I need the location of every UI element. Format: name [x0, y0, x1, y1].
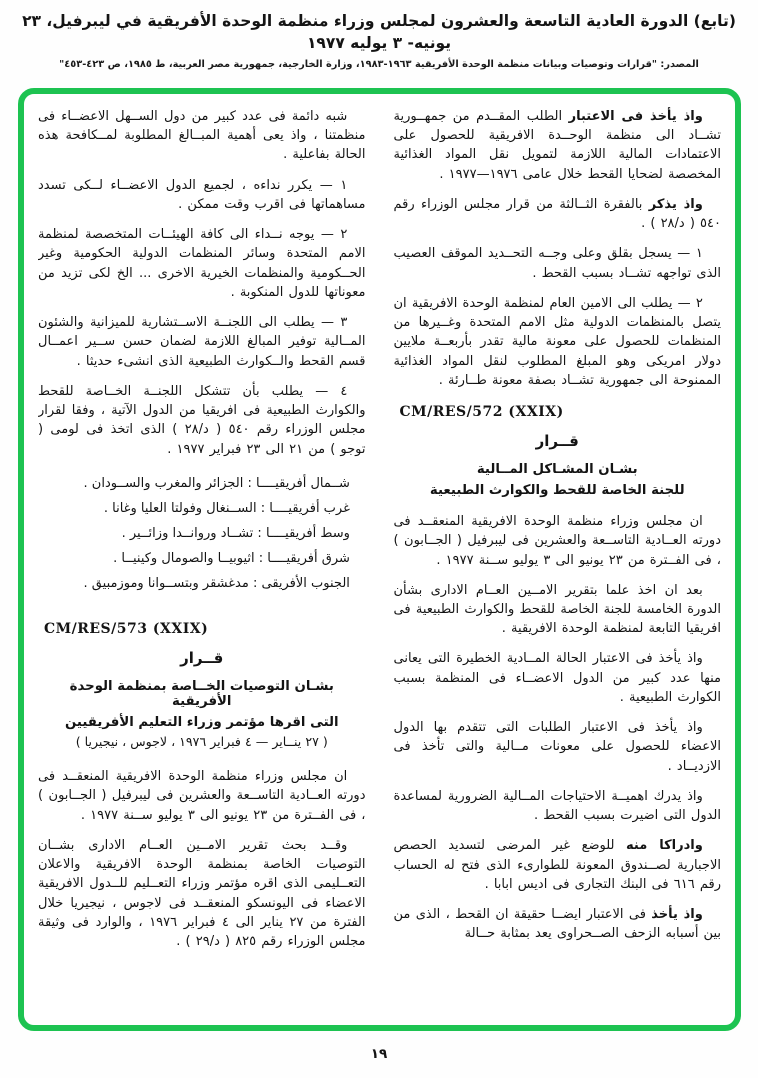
region-line: شــمال أفريقيــــا : الجزائر والمغرب والســودان . [83, 475, 350, 491]
resolution-heading: قــرار [180, 649, 224, 668]
paragraph-text: بالفقرة الثــالثة من قرار مجلس الوزراء رقم ٥٤٠ ( د/٢٨ ) . [393, 196, 721, 232]
resolution-subject: بشـان التوصيات الخــاصة بمنظمة الوحدة الأفريقية [69, 679, 334, 710]
numbered-clause: ١ — يكرر نداءه ، لجميع الدول الاعضــاء لــكى تسدد مساهماتها فى اقرب وقت ممكن . [38, 177, 366, 212]
session-title: (تابع) الدورة العادية التاسعة والعشرون لمجلس وزراء منظمة الوحدة الأفريقية في ليبرفيل، ٢٣ يونيه- ٣ يوليه ١٩٧٧ [22, 12, 736, 53]
resolution-number: CM/RES/572 (XXIX) [399, 404, 564, 421]
resolution-paragraph: بعد ان اخذ علما بتقرير الامــين العــام الادارى بشأن الدورة الخامسة للجنة الخاصة للقحط والكوارث الطبيعية فى افريقيا التابعة لمنظمة الوحدة الافريقية . [393, 582, 721, 637]
content-frame [18, 88, 741, 1031]
resolution-paragraph: واذ يأخذ فى الاعتبار الحالة المــادية الخطيرة التى يعانى منها عدد كبير من الدول الاعضــاء فى المنظمة بسبب الكوارث الطبيعية . [393, 651, 721, 705]
page-header [0, 0, 758, 70]
resolution-paragraph: واذ يأخذ فى الاعتبار الطلبات التى تتقدم بها الدول الاعضاء للحصول على معونات مــالية والتى تأخذ فى الازديــاد . [393, 720, 721, 774]
resolution-date-place: ( ٢٧ ينــاير — ٤ فبراير ١٩٧٦ ، لاجوس ، نيجيريا ) [75, 734, 328, 750]
resolution-paragraph: ان مجلس وزراء منظمة الوحدة الافريقية المنعقــد فى دورته العــادية التاســعة والعشرين فى ليبرفيل ( الجــابون ) ، فى الفــترة من ٢٣ يونيو الى ٣ يوليو ســنة ١٩٧٧ . [38, 769, 366, 823]
region-line: وسط أفريقيــــا : تشــاد وروانــدا وزائــير . [121, 525, 350, 541]
numbered-clause: ١ — يسجل بقلق وعلى وجــه التحــديد الموقف العصيب الذى تواجهه تشــاد بسبب القحط . [393, 246, 721, 281]
resolution-paragraph [394, 195, 722, 233]
two-column-layout [38, 107, 721, 1017]
resolution-number: CM/RES/573 (XXIX) [44, 621, 209, 638]
paragraph-lead: وادراكا منه [626, 838, 703, 854]
paragraph-lead: واذ يذكر [648, 196, 703, 212]
resolution-paragraph: وقــد بحث تقرير الامــين العــام الادارى بشــان التوصيات الخاصة بمنظمة الوحدة الافريقية والاعلان التعــليمى الذى اقره مؤتمر وزراء التعــليم للــدول الافريقية الاعضاء فى اليونسكو المنعقــد فى لاجوس ، نيجيريا خلال الفترة من ٢٧ يناير الى ٤ فبراير ١٩٧٦ ، والوارد فى وثيقة مجلس الوزراء رقم ٨٢٥ ( د/٢٩ ) . [38, 837, 366, 950]
resolution-paragraph: ان مجلس وزراء منظمة الوحدة الافريقية المنعقــد فى دورته العــادية التاســعة والعشرين فى ليبرفيل ( الجــابون ) ، فى الفــترة من ٢٣ يونيو الى ٣ يوليو ســنة ١٩٧٧ . [393, 514, 721, 568]
numbered-clause: ٢ — يطلب الى الامين العام لمنظمة الوحدة الافريقية ان يتصل بالمنظمات الدولية مثل الامم المتحدة وغــيرها من المنظمات للحصول على معونة مالية تقدر بأربعــة ملايين دولار امريكى وهو المبلغ المطلوب لنقل المواد الغذائية الممنوحة الى جمهورية تشــاد بصفة معونة طــارئة . [393, 295, 721, 388]
resolution-subject: التى اقرها مؤتمر وزراء التعليم الأفريقيين [64, 715, 339, 731]
column-left [38, 107, 366, 1017]
paragraph-lead: واذ يأخذ فى الاعتبار [568, 109, 703, 124]
resolution-paragraph: واذ يدرك اهميــة الاحتياجات المــالية الضرورية لمساعدة الدول التى اضيرت بسبب القحط . [393, 788, 721, 824]
resolution-paragraph [394, 107, 722, 184]
regions-list [38, 473, 366, 595]
region-line: شرق أفريقيــــا : اثيوبيــا والصومال وكينيــا . [113, 551, 350, 567]
resolution-heading: قــرار [535, 432, 579, 451]
resolution-subject: للجنة الخاصة للقحط والكوارث الطبيعية [429, 483, 685, 499]
page-number: ١٩ [370, 1046, 388, 1062]
resolution-subject: بشـان المشـاكل المــالية [476, 462, 638, 478]
region-line: الجنوب الأفريقى : مدغشقر وبتســوانا وموزمبيق . [83, 576, 350, 592]
resolution-paragraph [394, 905, 722, 943]
column-right [394, 107, 722, 1017]
paragraph-text: للوضع غير المرضى لتسديد الحصص الاجبارية لصــندوق المعونة للطوارىء الذى فتح له الحساب رقم ٦١٦ فى البنك التجارى فى اديس ابابا . [393, 838, 721, 892]
resolution-paragraph [394, 836, 722, 894]
paragraph-text: فى الاعتبار ايضــا حقيقة ان القحط ، الذى من بين أسبابه الزحف الصــحراوى يعد بمثابة حــالة [393, 907, 721, 942]
paragraph-lead: واذ يأخذ [651, 907, 703, 923]
numbered-clause: ٣ — يطلب الى اللجنــة الاســتشارية للميزانية والشئون المــالية توفير المبالغ اللازمة لضمان حسن ســير اعمــال قسم القحط والــكوارث الطبيعية الذى انشىء حديثا . [38, 315, 366, 369]
numbered-clause: ٢ — يوجه نــداء الى كافة الهيئــات المتخصصة لمنظمة الامم المتحدة وسائر المنظمات الدولية الحكومية وغير الحــكومية والمنظمات الخيرية الاخرى ... الخ لكى تزيد من معوناتها للدول المنكوبة . [38, 227, 366, 300]
region-line: غرب أفريقيــــا : الســنغال وفولتا العليا وغانا . [103, 500, 350, 516]
resolution-paragraph: شبه دائمة فى عدد كبير من دول الســهل الاعضــاء فى منظمتنا ، واذ يعى أهمية المبــالغ المطلوبة لمــكافحة هذه الحالة بفاعلية . [38, 109, 366, 163]
paragraph-text: الطلب المقــدم من جمهــورية تشــاد الى منظمة الوحــدة الافريقية للحصول على الاعتمادات المالية اللازمة لتمويل نقل المواد الغذائية المخصصة لضحايا القحط خلال عامى ١٩٧٦—١٩٧٧ . [393, 109, 721, 182]
numbered-clause: ٤ — يطلب بأن تتشكل اللجنــة الخــاصة للقحط والكوارث الطبيعية فى افريقيا من الدول الآتية ، وفقا لقرار مجلس الوزراء رقم ٥٤٠ ( د/٢٨ ) الذى اتخذ فى لومى ( توجو ) من ٢١ الى ٢٣ فبراير ١٩٧٧ . [38, 383, 366, 457]
source-citation: المصدر: "قرارات وتوصيات وبيانات منظمة الوحدة الأفريقية ١٩٦٣-١٩٨٣، وزارة الخارجية، جمهورية مصر العربية، ط ١٩٨٥، ص ٤٢٣-٤٥٣" [59, 58, 699, 70]
